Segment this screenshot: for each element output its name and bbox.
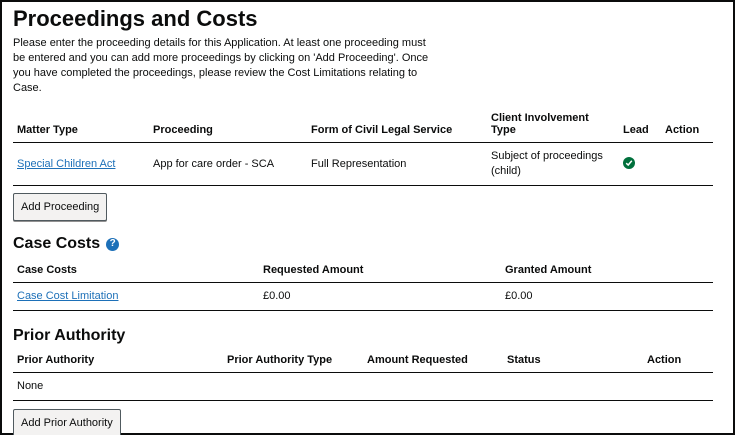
col-granted-amount: Granted Amount xyxy=(501,258,713,283)
case-costs-table xyxy=(13,258,713,311)
col-client-involvement: Client Involvement Type xyxy=(487,106,619,143)
col-action: Action xyxy=(661,106,713,143)
question-circle-icon[interactable]: ? xyxy=(106,238,119,251)
case-costs-heading xyxy=(13,234,715,254)
col-status: Status xyxy=(503,348,643,373)
client-involvement-cell: Subject of proceedings (child) xyxy=(487,143,619,186)
add-prior-authority-button[interactable]: Add Prior Authority xyxy=(13,409,121,435)
granted-amount-cell: £0.00 xyxy=(501,283,713,311)
action-cell xyxy=(661,143,713,186)
table-row xyxy=(13,283,713,311)
case-cost-limitation-link[interactable]: Case Cost Limitation xyxy=(17,290,119,302)
col-prior-authority-type: Prior Authority Type xyxy=(223,348,363,373)
empty-state-text: None xyxy=(13,373,713,401)
proceedings-header-row xyxy=(13,106,713,143)
proceeding-cell: App for care order - SCA xyxy=(149,143,307,186)
col-amount-requested: Amount Requested xyxy=(363,348,503,373)
case-costs-title: Case Costs xyxy=(13,235,101,252)
col-prior-authority: Prior Authority xyxy=(13,348,223,373)
page-title: Proceedings and Costs xyxy=(13,6,258,31)
col-lead: Lead xyxy=(619,106,661,143)
proceedings-table xyxy=(13,106,713,186)
requested-amount-cell: £0.00 xyxy=(259,283,501,311)
prior-authority-header-row xyxy=(13,348,713,373)
table-row xyxy=(13,373,713,401)
table-row xyxy=(13,143,713,186)
col-proceeding: Proceeding xyxy=(149,106,307,143)
col-case-costs: Case Costs xyxy=(13,258,259,283)
prior-authority-heading: Prior Authority xyxy=(13,327,126,344)
form-cell: Full Representation xyxy=(307,143,487,186)
add-proceeding-button[interactable]: Add Proceeding xyxy=(13,193,107,221)
matter-type-link[interactable]: Special Children Act xyxy=(17,157,116,170)
main-content xyxy=(13,6,715,435)
intro-text: Please enter the proceeding details for this Application. At least one proceeding must be entered and you can add more proceedings by clicking on 'Add Proceeding'. Once you have completed the proceedings, please review the Cost Limitations relating to Case. xyxy=(13,37,429,94)
check-circle-icon xyxy=(623,157,635,169)
case-costs-header-row xyxy=(13,258,713,283)
col-form-of-service: Form of Civil Legal Service xyxy=(307,106,487,143)
col-matter-type: Matter Type xyxy=(13,106,149,143)
prior-authority-table xyxy=(13,348,713,401)
col-pa-action: Action xyxy=(643,348,713,373)
col-requested-amount: Requested Amount xyxy=(259,258,501,283)
